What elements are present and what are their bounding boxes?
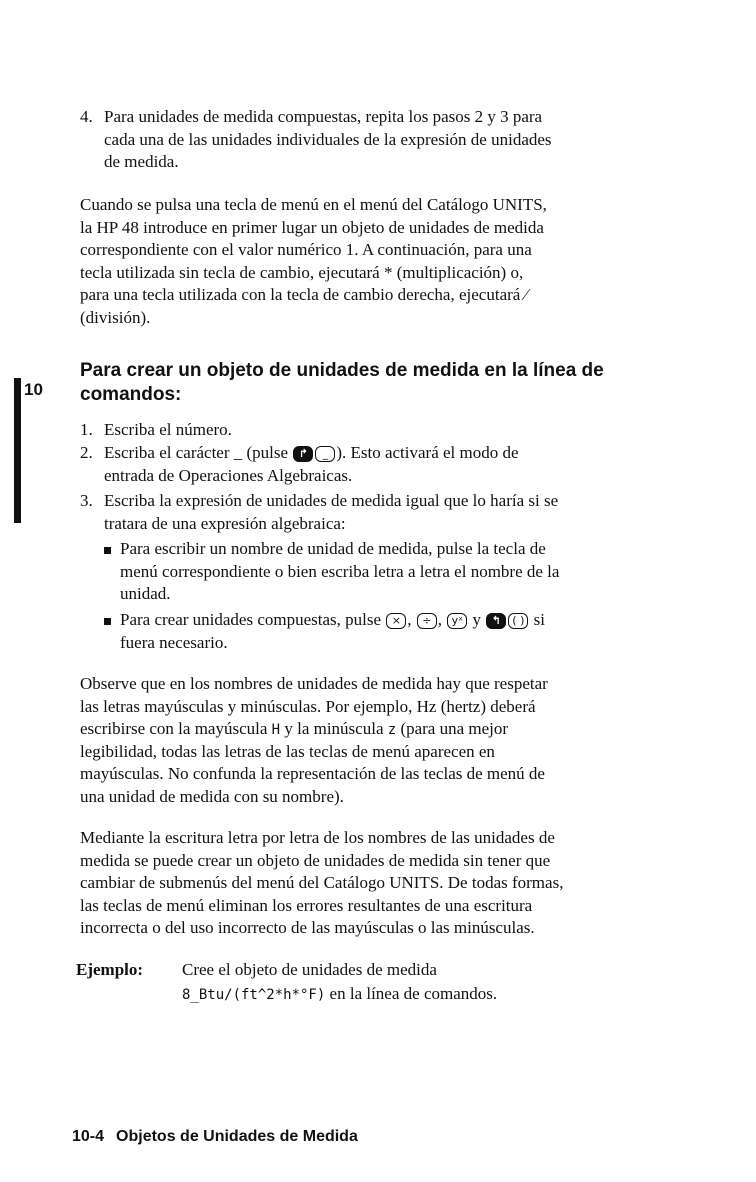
para-typing-line-1: Mediante la escritura letra por letra de los nombres de las unidades de: [80, 828, 555, 847]
bullet-marker-1: [104, 547, 111, 554]
multiply-key-icon: ×: [386, 613, 406, 629]
left-shift-key-icon: ↰: [486, 613, 506, 629]
para-typing-line-3: cambiar de submenús del menú del Catálogo UNITS. De todas formas,: [80, 873, 564, 892]
step-2-text-post: . Esto activará el modo de: [341, 443, 519, 462]
para-menu-line-5: para una tecla utilizada con la tecla de cambio derecha, ejecutará ∕: [80, 285, 528, 304]
step-2-line-2: entrada de Operaciones Algebraicas.: [104, 465, 353, 485]
step-2-line-1: Escriba el carácter _ (pulse ↱ _ ). Esto activará el modo de: [104, 443, 519, 462]
para-case-line-5: mayúsculas. No confunda la representación de las teclas de menú de: [80, 764, 545, 783]
chapter-tab-bar: [14, 378, 21, 523]
step-4-line-3: de medida.: [104, 152, 179, 171]
para-case-line-6: una unidad de medida con su nombre).: [80, 786, 344, 806]
right-shift-key-icon: ↱: [293, 446, 313, 462]
example-line-2-post: en la línea de comandos.: [329, 984, 498, 1003]
bullet-1-line-1: Para escribir un nombre de unidad de medida, pulse la tecla de: [120, 539, 546, 558]
section-heading: Para crear un objeto de unidades de medida en la línea de comandos:: [80, 360, 604, 405]
step-4-number: 4.: [80, 107, 93, 126]
bullet-marker-2: [104, 618, 111, 625]
para-case-line-4: legibilidad, todas las letras de las teclas de menú aparecen en: [80, 741, 495, 761]
code-H: H: [271, 722, 281, 738]
example-line-2: [182, 983, 497, 1007]
step-4-line-2: cada una de las unidades individuales de la expresión de unidades: [104, 129, 552, 149]
bullet-1-line-3: unidad.: [120, 584, 171, 603]
code-z: z: [387, 722, 397, 738]
step-2-number: 2.: [80, 443, 93, 462]
chapter-title: Objetos de Unidades de Medida: [116, 1128, 358, 1145]
para-menu-line-6: (división).: [80, 307, 151, 327]
example-code: 8_Btu/(ft^2*h*°F): [182, 987, 326, 1003]
word-y: y: [472, 610, 482, 629]
parentheses-key-icon: ( ): [508, 613, 528, 629]
para-case-line-3-post: (para una mejor: [400, 719, 509, 738]
comma: ,: [407, 610, 412, 629]
comma: ,: [437, 610, 443, 629]
chapter-tab-number: 10: [24, 380, 43, 399]
para-menu-line-4: tecla utilizada sin tecla de cambio, ejecutará * (multiplicación) o,: [80, 262, 524, 282]
step-1-text: Escriba el número.: [104, 420, 232, 439]
para-menu-line-3: correspondiente con el valor numérico 1. A continuación, para una: [80, 240, 532, 259]
step-2-text-pre: Escriba el carácter _ (pulse: [104, 443, 289, 462]
example-label: Ejemplo:: [76, 960, 144, 979]
step-3-number: 3.: [80, 491, 93, 510]
bullet-2-line-2: fuera necesario.: [120, 632, 228, 652]
bullet-2-text-pre: Para crear unidades compuestas, pulse: [120, 610, 382, 629]
para-case-line-3-pre: escribirse con la mayúscula: [80, 719, 268, 738]
bullet-1-line-2: menú correspondiente o bien escriba letra a letra el nombre de la: [120, 561, 560, 581]
step-3-line-2: tratara de una expresión algebraica:: [104, 513, 346, 533]
para-menu-line-2: la HP 48 introduce en primer lugar un objeto de unidades de medida: [80, 217, 544, 237]
page-footer: [72, 1128, 358, 1146]
word-si: si: [533, 610, 545, 629]
step-1-number: 1.: [80, 420, 93, 439]
para-typing-line-2: medida se puede crear un objeto de unidades de medida sin tener que: [80, 850, 551, 870]
para-menu-line-1: Cuando se pulsa una tecla de menú en el menú del Catálogo UNITS,: [80, 195, 547, 214]
para-typing-line-5: incorrecta o del uso incorrecto de las mayúsculas o las minúsculas.: [80, 918, 535, 937]
example-line-1: Cree el objeto de unidades de medida: [182, 960, 437, 979]
para-typing-line-4: las teclas de menú eliminan los errores resultantes de una escritura: [80, 895, 533, 915]
para-case-line-2: las letras mayúsculas y minúsculas. Por ejemplo, Hz (hertz) deberá: [80, 696, 536, 716]
page-number: 10-4: [72, 1128, 105, 1145]
step-3-line-1: Escriba la expresión de unidades de medida igual que lo haría si se: [104, 491, 559, 510]
step-4-line-1: Para unidades de medida compuestas, repita los pasos 2 y 3 para: [104, 107, 543, 126]
para-case-line-3: [80, 718, 508, 742]
bullet-2-line-1: [120, 609, 545, 632]
power-key-icon: yˣ: [447, 613, 467, 629]
divide-key-icon: ÷: [417, 613, 437, 629]
para-case-line-1: Observe que en los nombres de unidades de medida hay que respetar: [80, 674, 548, 693]
underscore-key-icon: _: [315, 446, 335, 462]
para-case-line-3-mid: y la minúscula: [284, 719, 384, 738]
